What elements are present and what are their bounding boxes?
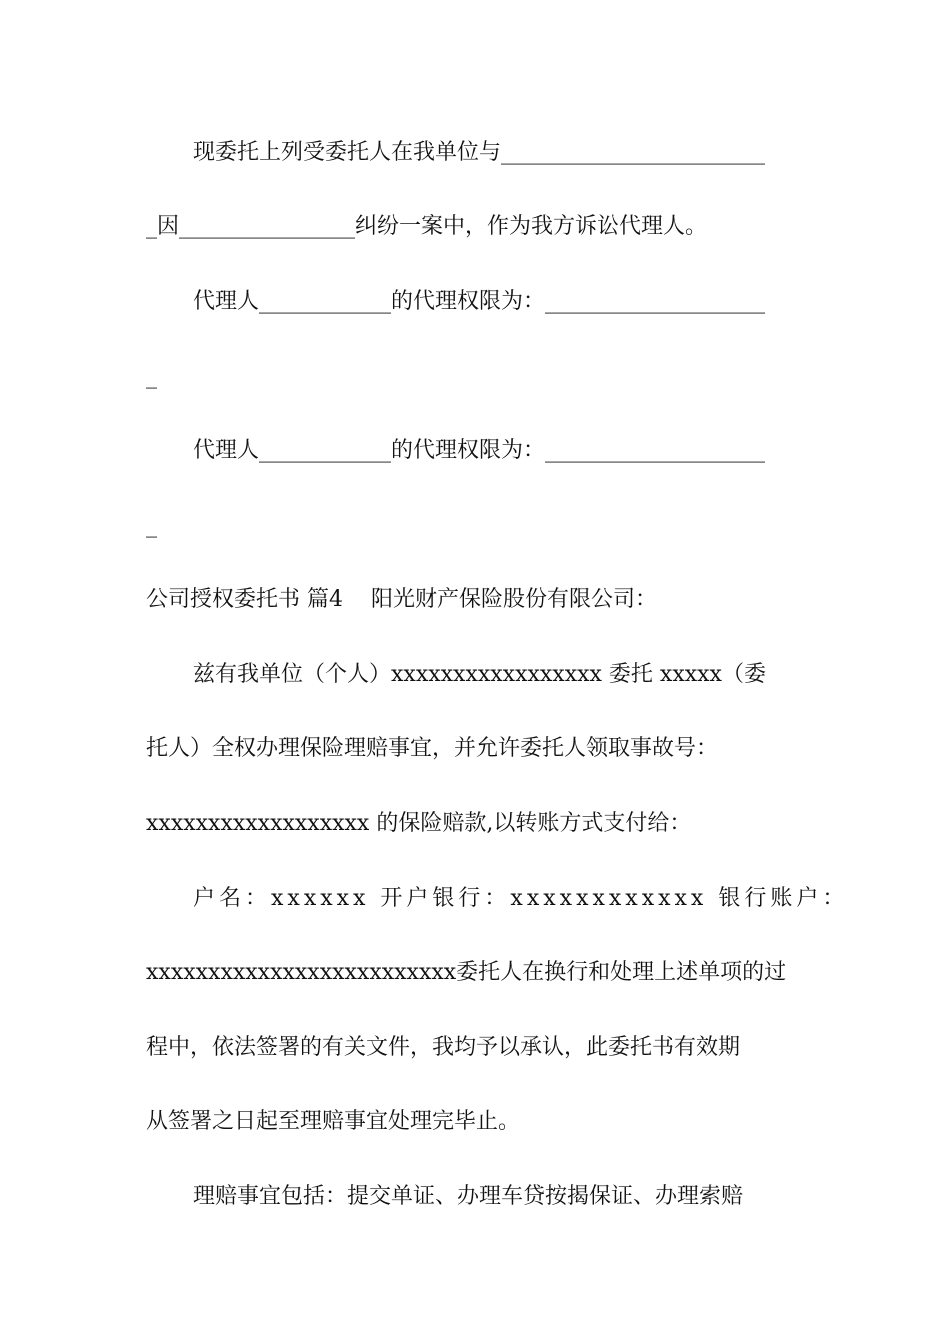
paragraph-line: 理赔事宜包括：提交单证、办理车贷按揭保证、办理索赔 [193,1184,744,1209]
paragraph-line: 现委托上列受委托人在我单位与________________________ [193,140,766,165]
paragraph-line: xxxxxxxxxxxxxxxxxxxxxxxxx委托人在换行和处理上述单项的过 [146,960,787,985]
section-heading-line: 公司授权委托书 篇4 阳光财产保险股份有限公司： [146,587,657,612]
paragraph-line: 户名：xxxxxx 开户银行：xxxxxxxxxxxx 银行账户： [193,886,849,911]
paragraph-line: 从签署之日起至理赔事宜处理完毕止。 [146,1109,521,1134]
paragraph-line: _ [146,364,157,389]
paragraph-line: _因________________纠纷一案中，作为我方诉讼代理人。 [146,214,708,239]
paragraph-line: _ [146,513,157,538]
paragraph-line: 兹有我单位（个人）xxxxxxxxxxxxxxxxx 委托 xxxxx（委 [193,662,766,687]
paragraph-line: 代理人____________的代理权限为：____________________ [193,438,766,463]
paragraph-line: xxxxxxxxxxxxxxxxxx 的保险赔款,以转账方式支付给： [146,811,692,836]
paragraph-line: 托人）全权办理保险理赔事宜，并允许委托人领取事故号： [146,736,719,761]
paragraph-line: 代理人____________的代理权限为：____________________ [193,289,766,314]
paragraph-line: 程中，依法签署的有关文件，我均予以承认，此委托书有效期 [146,1035,741,1060]
